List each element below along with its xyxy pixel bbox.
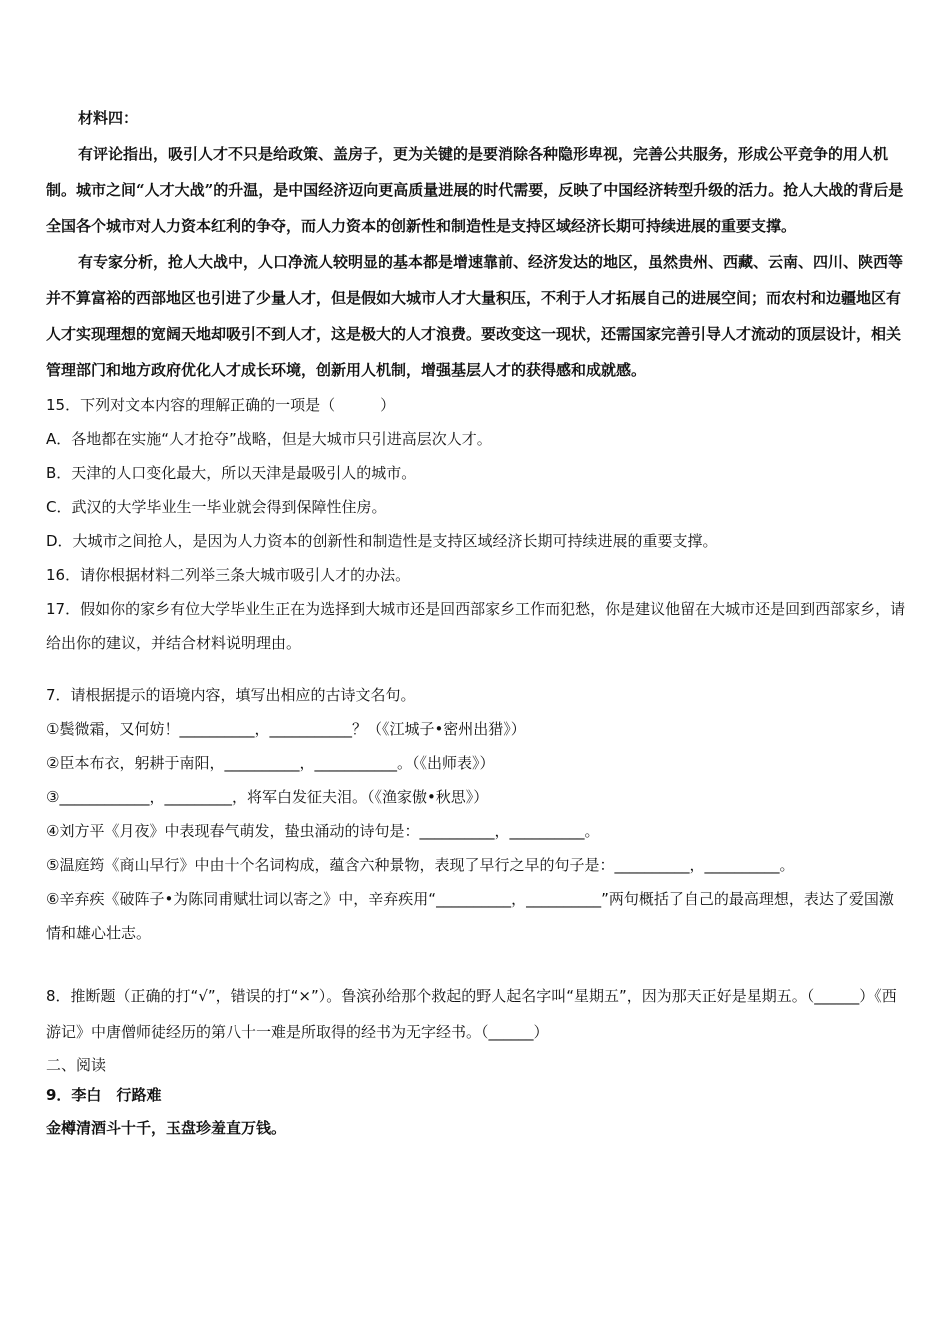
question-9-title: 9．李白 行路难 — [46, 1086, 162, 1104]
question-17: 17．假如你的家乡有位大学毕业生正在为选择到大城市还是回西部家乡工作而犯愁，你是建议他留在大城市还是回到西部家乡，请给出你的建议，并结合材料说明理由。 — [46, 600, 906, 652]
reading-section-heading: 二、阅读 — [46, 1056, 107, 1074]
spacer — [46, 660, 906, 678]
question-15-option-a: A．各地都在实施“人才抢夺”战略，但是大城市只引进高层次人才。 — [46, 430, 492, 448]
question-16: 16．请你根据材料二列举三条大城市吸引人才的办法。 — [46, 566, 411, 584]
question-15-stem: 15．下列对文本内容的理解正确的一项是（ ） — [46, 396, 396, 414]
question-7-item-2: ②臣本布衣，躬耕于南阳，__________，___________。（《出师表》） — [46, 754, 495, 772]
spacer — [46, 950, 906, 978]
question-7-item-5: ⑤温庭筠《商山早行》中由十个名词构成，蕴含六种景物，表现了早行之早的句子是：__________，__________。 — [46, 856, 795, 874]
question-7-item-6: ⑥辛弃疾《破阵子•为陈同甫赋壮词以寄之》中，辛弃疾用“__________，__________”两句概括了自己的最高理想，表达了爱国激情和雄心壮志。 — [46, 890, 894, 942]
document-page — [46, 100, 906, 1146]
question-7-stem: 7．请根据提示的语境内容，填写出相应的古诗文名句。 — [46, 686, 416, 704]
question-8: 8．推断题（正确的打“√”，错误的打“×”）。鲁滨孙给那个救起的野人起名字叫“星期五”，因为那天正好是星期五。（______）《西游记》中唐僧师徒经历的第八十一难是所取得的经书为无字经书。（______） — [46, 987, 897, 1041]
question-7-item-3: ③____________，_________，将军白发征夫泪。（《渔家傲•秋思》） — [46, 788, 489, 806]
material-four-label: 材料四： — [78, 109, 139, 127]
material-four-paragraph-2: 有专家分析，抢人大战中，人口净流人较明显的基本都是增速靠前、经济发达的地区，虽然贵州、西藏、云南、四川、陕西等并不算富裕的西部地区也引进了少量人才，但是假如大城市人才大量积压，不利于人才拓展自己的进展空间；而农村和边疆地区有人才实现理想的宽阔天地却吸引不到人才，这是极大的人才浪费。要改变这一现状，还需国家完善引导人才流动的顶层设计，相关管理部门和地方政府优化人才成长环境，创新用人机制，增强基层人才的获得感和成就感。 — [46, 253, 904, 379]
question-7-item-1: ①鬓微霜，又何妨！__________，___________？（《江城子•密州出猎》） — [46, 720, 526, 738]
poem-line-1: 金樽清酒斗十千，玉盘珍羞直万钱。 — [46, 1119, 287, 1137]
question-7-item-4: ④刘方平《月夜》中表现春气萌发，蛰虫涌动的诗句是：__________，__________。 — [46, 822, 600, 840]
question-15-option-d: D．大城市之间抢人，是因为人力资本的创新性和制造性是支持区域经济长期可持续进展的重要支撑。 — [46, 532, 718, 550]
question-15-option-c: C．武汉的大学毕业生一毕业就会得到保障性住房。 — [46, 498, 387, 516]
material-four-paragraph-1: 有评论指出，吸引人才不只是给政策、盖房子，更为关键的是要消除各种隐形卑视，完善公共服务，形成公平竞争的用人机制。城市之间“人才大战”的升温，是中国经济迈向更高质量进展的时代需要，反映了中国经济转型升级的活力。抢人大战的背后是全国各个城市对人力资本红利的争夺，而人力资本的创新性和制造性是支持区域经济长期可持续进展的重要支撑。 — [46, 145, 904, 235]
question-15-option-b: B．天津的人口变化最大，所以天津是最吸引人的城市。 — [46, 464, 417, 482]
